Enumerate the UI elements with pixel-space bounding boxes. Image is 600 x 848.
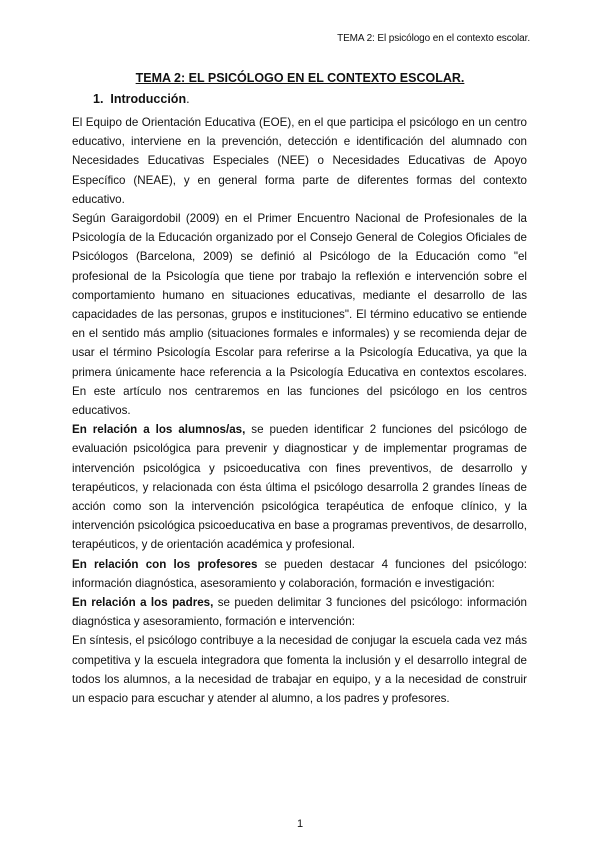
paragraph-students: [72, 420, 527, 554]
paragraph-intro: El Equipo de Orientación Educativa (EOE), en el que participa el psicólogo en un centro educativo, interviene en la prevención, detección e identificación del alumnado con Necesidades Educativas Especiales (NEE) o Necesidades Educativas de Apoyo Específico (NEAE), y en general forma parte de diferentes formas del contexto educativo.: [72, 116, 527, 206]
page-number: 1: [296, 818, 304, 830]
section-heading: 1. Introducción.: [93, 92, 190, 106]
paragraph-summary: En síntesis, el psicólogo contribuye a la necesidad de conjugar la escuela cada vez más competitiva y la escuela integradora que fomenta la inclusión y el desarrollo integral de todos los alumnos, a la necesidad de trabajar en equipo, y a la necesidad de construir un espacio para escuchar y atender al alumno, a los padres y profesores.: [72, 634, 527, 706]
running-header: TEMA 2: El psicólogo en el contexto escolar.: [337, 33, 530, 44]
paragraph-students-text: se pueden identificar 2 funciones del psicólogo de evaluación psicológica para prevenir y diagnosticar y de implementar programas de intervención psicológica y psicoeducativa con fines preventivos, de desarrollo y terapéuticos, y relacionada con ésta última el psicólogo desarrolla 2 grandes líneas de acción como son la intervención psicológica terapéutica de enfoque clínico, y la intervención psicológica psicoeducativa en base a programas preventivos, de desarrollo, terapéuticos, y de orientación académica y profesional.: [72, 423, 527, 552]
paragraph-parents-text: se pueden delimitar 3 funciones del psicólogo: información diagnóstica y asesoramiento, formación e intervención:: [72, 596, 527, 629]
paragraph-teachers-lead: En relación con los profesores: [72, 557, 258, 571]
paragraph-definition: Según Garaigordobil (2009) en el Primer Encuentro Nacional de Profesionales de la Psicología de la Educación organizado por el Consejo General de Colegios Oficiales de Psicólogos (Barcelona, 2009) se definió al Psicólogo de la Educación como "el profesional de la Psicología que tiene por trabajo la reflexión e intervención sobre el comportamiento humano en situaciones educativas, mediante el desarrollo de las capacidades de las personas, grupos e instituciones". El término educativo se entiende en el sentido más amplio (situaciones formales e informales) y se recomienda dejar de usar el término Psicología Escolar para referirse a la Psicología Educativa, ya que la primera únicamente hace referencia a la Psicología Educativa en contextos escolares. En este artículo nos centraremos en las funciones del psicólogo en los centros educativos.: [72, 212, 527, 418]
page-title: [0, 71, 600, 85]
section-title: Introducción: [110, 92, 187, 106]
paragraph-parents: [72, 593, 527, 631]
paragraph-teachers-text: se pueden destacar 4 funciones del psicólogo: información diagnóstica, asesoramiento y colaboración, formación e investigación:: [72, 557, 527, 590]
paragraph-parents-lead: En relación a los padres,: [72, 596, 214, 610]
body-text: [72, 113, 527, 708]
paragraph-students-lead: En relación a los alumnos/as,: [72, 423, 246, 437]
page-title-text: TEMA 2: EL PSICÓLOGO EN EL CONTEXTO ESCOLAR.: [135, 71, 465, 85]
paragraph-teachers: [72, 555, 527, 593]
section-number: 1.: [93, 92, 104, 106]
